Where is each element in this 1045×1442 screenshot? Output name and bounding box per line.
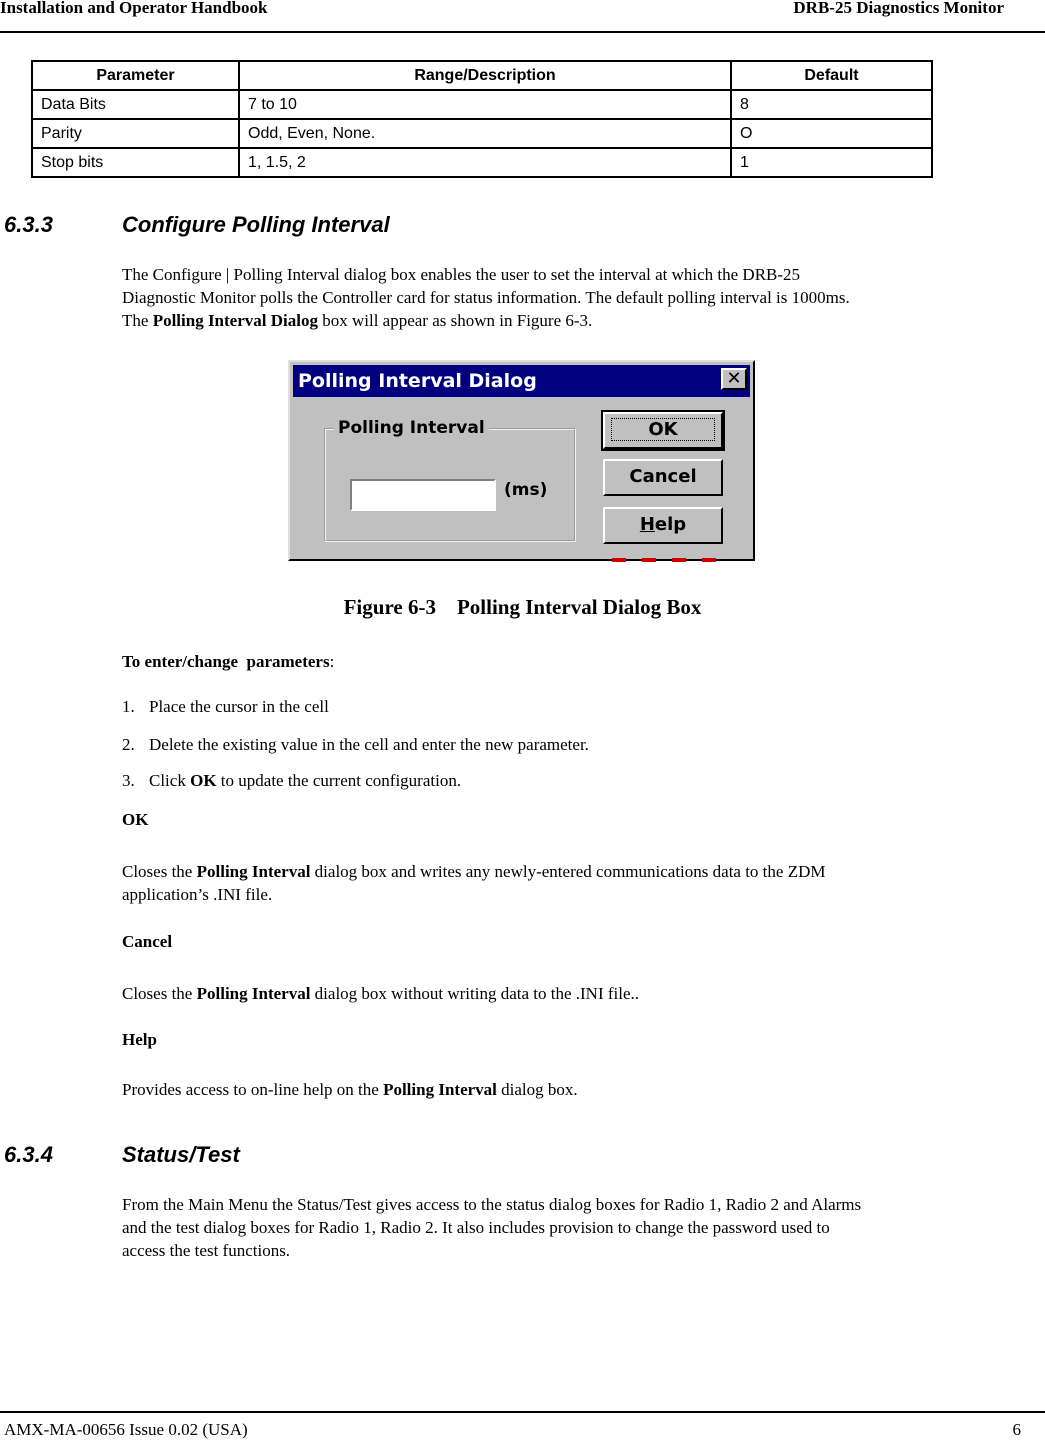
close-icon[interactable]: ✕ [721,368,747,390]
table-row [32,148,932,177]
table-cell: Parity [32,119,239,148]
polling-interval-input[interactable] [350,479,496,511]
header-rule [0,31,1045,33]
section-number: 6.3.3 [4,212,53,237]
parameter-table [31,60,933,178]
section-paragraph [122,263,1037,332]
table-row [32,119,932,148]
footer-rule [0,1411,1045,1413]
footer-left: AMX-MA-00656 Issue 0.02 (USA) [4,1420,248,1439]
help-heading: Help [122,1030,157,1049]
help-description: Provides access to on-line help on the Polling Interval dialog box. [122,1080,578,1099]
ok-button[interactable] [603,412,723,449]
paragraph-line [122,309,1037,332]
table-header-cell: Range/Description [239,61,731,90]
table-cell: Data Bits [32,90,239,119]
text: box will appear as shown in Figure 6-3. [317,311,593,330]
list-item: 2. Delete the existing value in the cell and enter the new parameter. [122,735,589,754]
table-cell: O [731,119,932,148]
table-cell: 1 [731,148,932,177]
list-item: 1. Place the cursor in the cell [122,697,329,716]
section-title: Configure Polling Interval [122,212,390,237]
section-number: 6.3.4 [4,1142,53,1167]
ok-description: Closes the Polling Interval dialog box and writes any newly-entered communications data to the ZDM application’s .INI file. [122,862,826,904]
unit-label: (ms) [504,480,548,500]
table-cell: Stop bits [32,148,239,177]
polling-interval-dialog [288,360,755,561]
cancel-description: Closes the Polling Interval dialog box without writing data to the .INI file.. [122,984,640,1003]
cancel-heading: Cancel [122,932,173,951]
figure-caption: Figure 6-3 Polling Interval Dialog Box [343,595,702,619]
red-marks-decoration [612,558,722,564]
text: The [122,311,153,330]
header-left: Installation and Operator Handbook [0,0,268,17]
page-number: 6 [1012,1420,1021,1439]
table-cell: 7 to 10 [239,90,731,119]
table-cell: Odd, Even, None. [239,119,731,148]
header-right: DRB-25 Diagnostics Monitor [793,0,1004,17]
section-title: Status/Test [122,1142,240,1167]
instructions-heading: To enter/change parameters: [122,652,335,671]
section-paragraph: From the Main Menu the Status/Test gives access to the status dialog boxes for Radio 1, Radio 2 and Alarms and the test dialog boxes for Radio 1, Radio 2. It also includes provision to change the password used to access the test functions. [122,1195,862,1260]
help-mnemonic: H [639,514,655,535]
table-header-cell: Default [731,61,932,90]
table-cell: 8 [731,90,932,119]
table-row [32,90,932,119]
paragraph-line: Diagnostic Monitor polls the Controller card for status information. The default polling interval is 1000ms. [122,288,850,307]
paragraph-line: The Configure | Polling Interval dialog box enables the user to set the interval at which the DRB-25 [122,265,801,284]
dialog-title-bar [293,365,750,397]
ok-label: OK [611,418,714,441]
table-cell: 1, 1.5, 2 [239,148,731,177]
dialog-title: Polling Interval Dialog [298,370,537,392]
group-label: Polling Interval [334,418,489,438]
table-header-row [32,61,932,90]
bold-text: Polling Interval Dialog [152,311,318,330]
table-header-cell: Parameter [32,61,239,90]
cancel-button[interactable]: Cancel [603,459,723,496]
help-label: elp [654,514,687,535]
ok-heading: OK [122,810,149,829]
help-button[interactable] [603,507,723,544]
list-item: 3. Click OK to update the current configuration. [122,771,462,790]
